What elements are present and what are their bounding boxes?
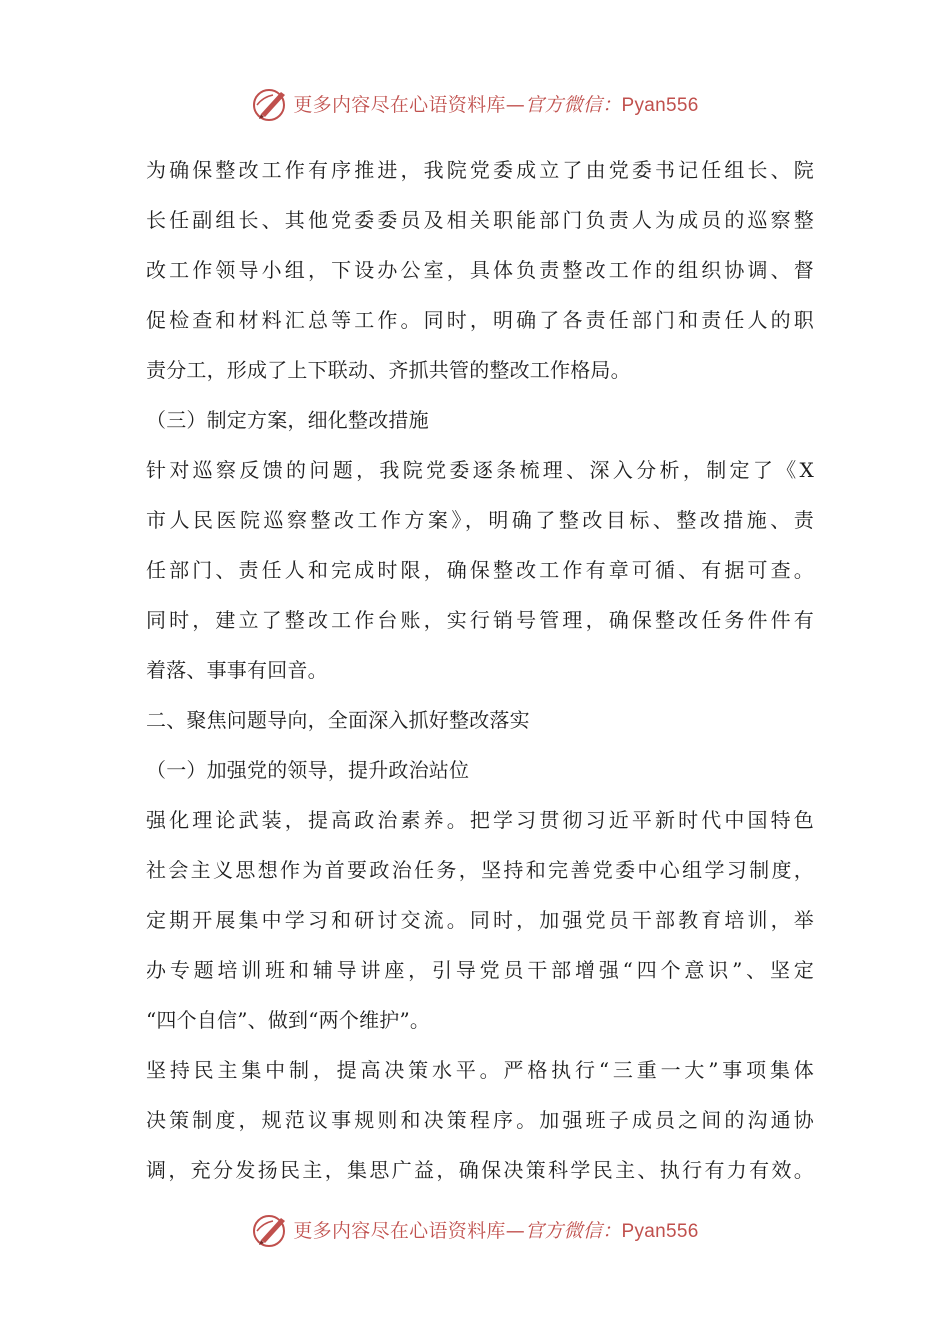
- section-heading: （三）制定方案，细化整改措施: [146, 408, 429, 432]
- text-line: 针对巡察反馈的问题，我院党委逐条梳理、深入分析，制定了《X: [146, 458, 814, 482]
- text-line: 决策制度，规范议事规则和决策程序。加强班子成员之间的沟通协: [146, 1108, 814, 1132]
- text-line: 市人民医院巡察整改工作方案》，明确了整改目标、整改措施、责: [146, 508, 814, 532]
- text-line: 着落、事事有回音。: [146, 658, 328, 682]
- text-line: 同时，建立了整改工作台账，实行销号管理，确保整改任务件件有: [146, 608, 814, 632]
- watermark-wechat-label: 官方微信：: [525, 93, 622, 116]
- watermark-wechat-id: Pyan556: [621, 1220, 699, 1242]
- text-line: 改工作领导小组，下设办公室，具体负责整改工作的组织协调、督: [146, 258, 814, 282]
- watermark-header: [0, 81, 950, 125]
- watermark-text: [293, 90, 698, 117]
- text-line: 促检查和材料汇总等工作。同时，明确了各责任部门和责任人的职: [146, 308, 814, 332]
- section-heading: 二、聚焦问题导向，全面深入抓好整改落实: [146, 708, 530, 732]
- text-line: “四个自信”、做到“两个维护”。: [146, 1008, 431, 1032]
- watermark-wechat-id: Pyan556: [621, 94, 699, 116]
- text-line: 任部门、责任人和完成时限，确保整改工作有章可循、有据可查。: [146, 558, 814, 582]
- pen-logo-icon: [251, 83, 291, 123]
- watermark-text: [293, 1216, 698, 1243]
- document-body: [146, 145, 814, 1195]
- text-line: 坚持民主集中制，提高决策水平。严格执行“三重一大”事项集体: [146, 1058, 814, 1082]
- text-line: 强化理论武装，提高政治素养。把学习贯彻习近平新时代中国特色: [146, 808, 814, 832]
- text-line: 社会主义思想作为首要政治任务，坚持和完善党委中心组学习制度，: [146, 858, 814, 882]
- text-line: 办专题培训班和辅导讲座，引导党员干部增强“四个意识”、坚定: [146, 958, 814, 982]
- watermark-footer: [0, 1207, 950, 1251]
- pen-logo-icon: [251, 1209, 291, 1249]
- watermark-dash: —: [505, 93, 525, 116]
- watermark-wechat-label: 官方微信：: [525, 1219, 622, 1242]
- watermark-dash: —: [505, 1219, 525, 1242]
- text-line: 责分工，形成了上下联动、齐抓共管的整改工作格局。: [146, 358, 631, 382]
- watermark-brand: 更多内容尽在心语资料库: [293, 93, 506, 116]
- text-line: 定期开展集中学习和研讨交流。同时，加强党员干部教育培训，举: [146, 908, 814, 932]
- watermark-brand: 更多内容尽在心语资料库: [293, 1219, 506, 1242]
- text-line: 长任副组长、其他党委委员及相关职能部门负责人为成员的巡察整: [146, 208, 814, 232]
- text-line: 调，充分发扬民主，集思广益，确保决策科学民主、执行有力有效。: [146, 1158, 814, 1182]
- section-heading: （一）加强党的领导，提升政治站位: [146, 758, 470, 782]
- text-line: 为确保整改工作有序推进，我院党委成立了由党委书记任组长、院: [146, 158, 814, 182]
